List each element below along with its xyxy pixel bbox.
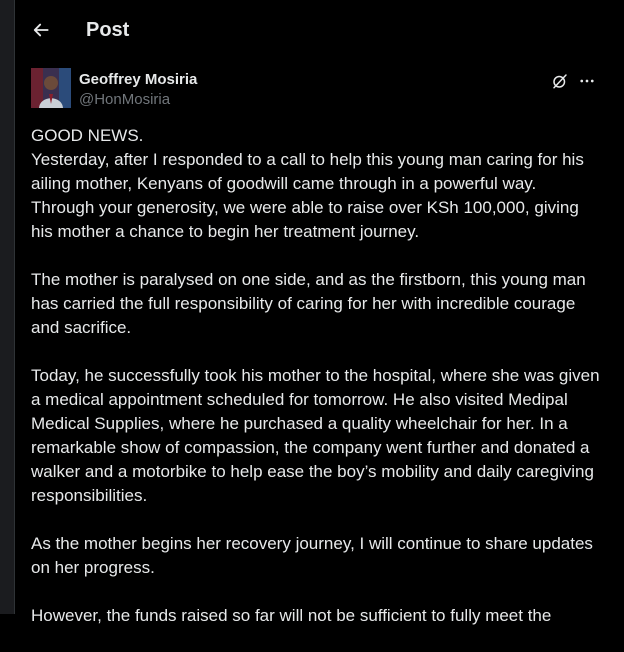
avatar-image — [31, 68, 71, 108]
author-row — [15, 68, 610, 112]
grok-icon — [551, 72, 569, 90]
post-text — [31, 124, 603, 652]
more-options-button[interactable] — [576, 70, 598, 92]
left-sidebar-edge — [0, 0, 14, 614]
back-button[interactable] — [23, 12, 59, 48]
avatar[interactable] — [31, 68, 71, 108]
grok-button[interactable] — [549, 70, 571, 92]
post-column — [14, 0, 624, 625]
post-header — [15, 0, 610, 60]
post-paragraph: As the mother begins her recovery journey, I will continue to share updates on her progress. — [31, 534, 593, 577]
page-title: Post — [86, 19, 130, 41]
post-paragraph: GOOD NEWS. Yesterday, after I responded to a call to help this young man caring for his ailing mother, Kenyans of goodwill came through in a powerful way. Through your generosity, we were able to raise over KSh 100,000, giving his mother a chance to begin her treatment journey. — [31, 126, 584, 241]
post-paragraph: Today, he successfully took his mother to the hospital, where she was given a medical appointment scheduled for tomorrow. He also visited Medipal Medical Supplies, where he purchased a quality wheelchair for her. In a remarkable show of compassion, the company went further and donated a walker and a motorbike to help ease the boy’s mobility and daily caregiving responsibilities. — [31, 366, 600, 505]
author-name[interactable]: Geoffrey Mosiria — [79, 71, 198, 88]
post-paragraph: The mother is paralysed on one side, and as the firstborn, this young man has carried the full responsibility of caring for her with incredible courage and sacrifice. — [31, 270, 586, 337]
arrow-left-icon — [31, 20, 51, 40]
post-paragraph: However, the funds raised so far will not be sufficient to fully meet the — [31, 606, 552, 625]
more-horizontal-icon — [578, 72, 596, 90]
author-handle[interactable]: @HonMosiria — [79, 91, 171, 108]
